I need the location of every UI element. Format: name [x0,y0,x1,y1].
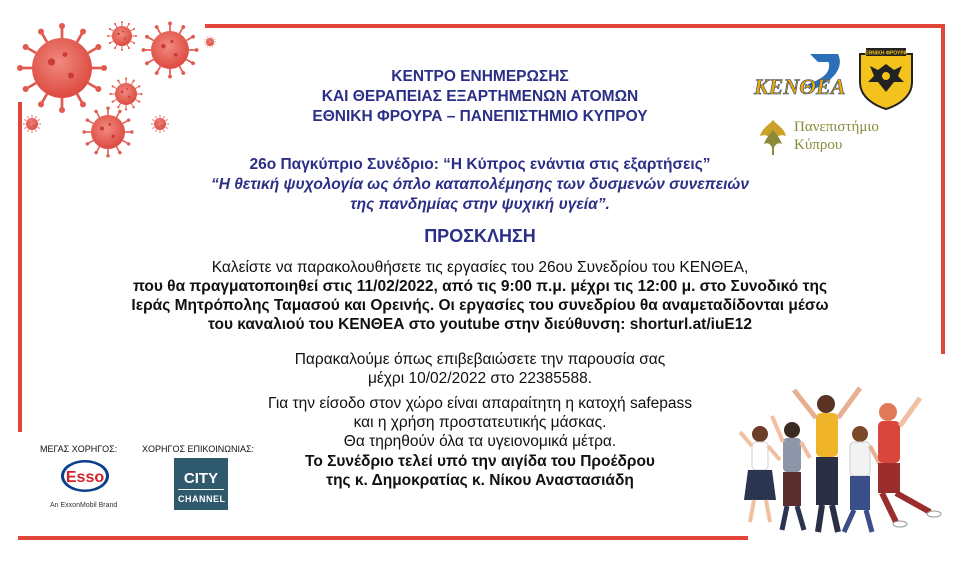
city-channel-logo [174,458,228,510]
city-channel-line-1: CITY [183,470,219,487]
university-name-line-2: Κύπρου [794,137,843,153]
university-logo-text [794,118,879,154]
university-tree-icon [758,116,788,156]
p4-line-2: της κ. Δημοκρατίας κ. Νίκου Αναστασιάδη [326,472,634,489]
happy-people-illustration [720,372,950,542]
esso-logo [60,458,110,494]
org-line-1: ΚΕΝΤΡΟ ΕΝΗΜΕΡΩΣΗΣ [391,68,569,85]
national-guard-logo [856,46,916,110]
frame-bottom-line [18,536,748,540]
comm-sponsor-label: ΧΟΡΗΓΟΣ ΕΠΙΚΟΙΝΩΝΙΑΣ: [142,444,255,454]
main-sponsor-label: ΜΕΓΑΣ ΧΟΡΗΓΟΣ: [40,444,118,454]
p3-line-3: Θα τηρηθούν όλα τα υγειονομικά μέτρα. [343,433,617,450]
p3-line-2: και η χρήση προστατευτικής μάσκας. [353,414,607,431]
p1-line-4: του καναλιού του ΚΕΝΘΕΑ στο youtube στην διεύθυνση: shorturl.at/iuE12 [207,316,753,333]
city-channel-line-2: CHANNEL [178,489,224,508]
invitation-paragraph [0,258,960,334]
national-guard-logo-text: ΕΘΝΙΚΗ ΦΡΟΥΡΑ [865,50,907,57]
org-line-3: ΕΘΝΙΚΗ ΦΡΟΥΡΑ – ΠΑΝΕΠΙΣΤΗΜΙΟ ΚΥΠΡΟΥ [312,108,648,125]
p2-line-1: Παρακαλούμε όπως επιβεβαιώσετε την παρουσία σας [294,351,666,368]
esso-subtitle: An ExxonMobil Brand [50,502,118,509]
esso-logo-text: Esso [65,469,105,486]
kentea-logo [752,50,847,108]
p2-line-2: μέχρι 10/02/2022 στο 22385588. [367,370,593,387]
conference-title [0,155,960,215]
conf-line-1: 26ο Παγκύπριο Συνέδριο: “Η Κύπρος ενάντια στις εξαρτήσεις” [249,156,711,173]
p3-line-1: Για την είσοδο στον χώρο είναι απαραίτητη η κατοχή safepass [267,395,693,412]
university-name-line-1: Πανεπιστήμιο [794,119,879,135]
p1-line-3: Ιεράς Μητρόπολης Ταμασού και Ορεινής. Οι εργασίες του συνεδρίου θα αναμεταδίδονται μέσω [131,297,829,314]
org-line-2: ΚΑΙ ΘΕΡΑΠΕΙΑΣ ΕΞΑΡΤΗΜΕΝΩΝ ΑΤΟΜΩΝ [321,88,639,105]
kentea-logo-text: ΚΕΝΘΕΑ [754,74,846,99]
conf-line-2: “Η θετική ψυχολογία ως όπλο καταπολέμησης των δυσμενών συνεπειών [211,176,749,193]
p4-line-1: Το Συνέδριο τελεί υπό την αιγίδα του Προέδρου [305,453,655,470]
p1-line-2: που θα πραγματοποιηθεί στις 11/02/2022, από τις 9:00 π.μ. μέχρι τις 12:00 μ. στο Συνοδικό της [132,278,828,295]
conf-line-3: της πανδημίας στην ψυχική υγεία”. [350,196,610,213]
p1-line-1: Καλείστε να παρακολουθήσετε τις εργασίες του 26ου Συνεδρίου του ΚΕΝΘΕΑ, [211,259,749,276]
frame-top-line [205,24,945,28]
invitation-title: ΠΡΟΣΚΛΗΣΗ [424,226,536,246]
